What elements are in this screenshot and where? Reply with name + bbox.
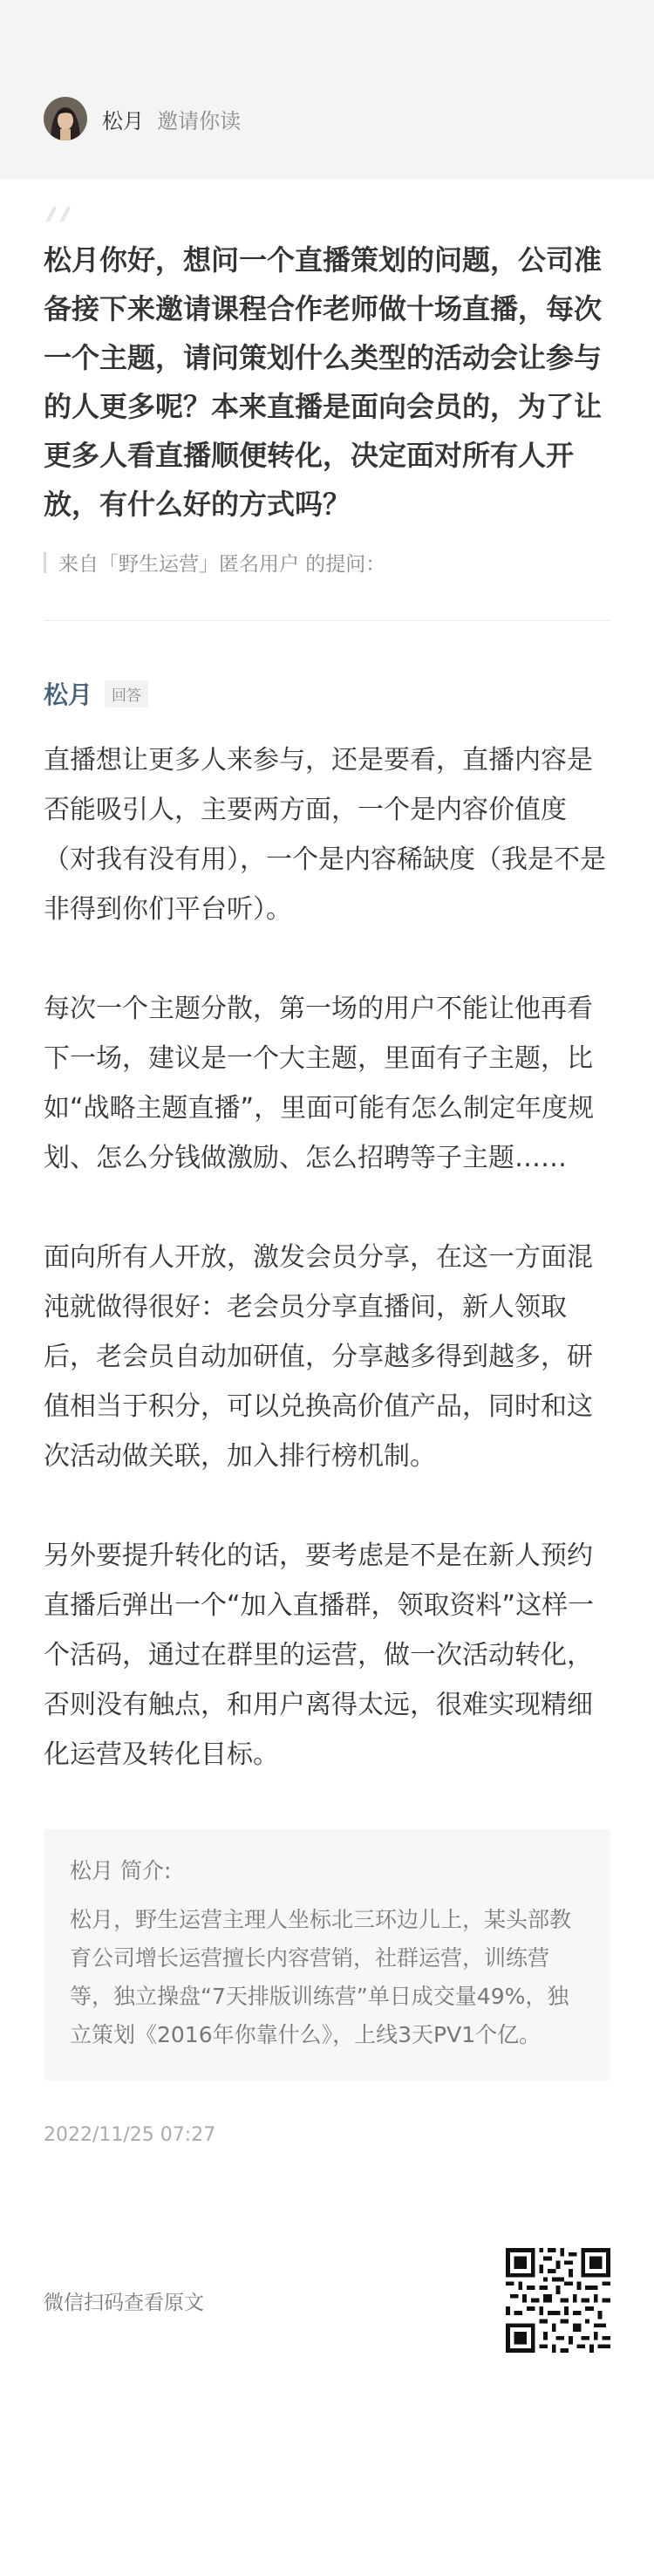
answer-body <box>44 735 610 1780</box>
question-source-text: 来自「野生运营」匿名用户 的提问： <box>58 553 386 576</box>
invite-header <box>0 0 654 179</box>
answer-paragraph: 每次一个主题分散，第一场的用户不能让他再看下一场，建议是一个大主题，里面有子主题，比如“战略主题直播”，里面可能有怎么制定年度规划、怎么分钱做激励、怎么招聘等子主题…… <box>44 994 595 1173</box>
answer-paragraph: 直播想让更多人来参与，还是要看，直播内容是否能吸引人，主要两方面，一个是内容价值度（对我有没有用），一个是内容稀缺度（我是不是非得到你们平台听）。 <box>44 745 606 925</box>
footer <box>44 2248 610 2353</box>
question-title: 松月你好，想问一个直播策划的问题，公司准备接下来邀请课程合作老师做十场直播，每次一个主题，请问策划什么类型的活动会让参与的人更多呢？本来直播是面向会员的，为了让更多人看直播顺便转化，决定面对所有人开放，有什么好的方式吗？ <box>44 243 603 521</box>
qr-code-icon[interactable] <box>506 2248 610 2353</box>
answer-paragraph: 另外要提升转化的话，要考虑是不是在新人预约直播后弹出一个“加入直播群，领取资料”这样一个活码，通过在群里的运营，做一次活动转化，否则没有触点，和用户离得太远，很难实现精细化运营及转化目标。 <box>44 1541 595 1770</box>
quote-icon <box>44 201 610 225</box>
author-intro-text: 松月，野生运营主理人坐标北三环边儿上，某头部教育公司增长运营擅长内容营销，社群运营，训练营等，独立操盘“7天排版训练营”单日成交量49%，独立策划《2016年你靠什么》，上线3天PV1个亿。 <box>70 1907 572 2047</box>
article-content <box>0 201 654 2353</box>
scan-hint-text: 微信扫码查看原文 <box>44 2291 204 2314</box>
author-intro-title: 松月 简介: <box>70 1858 172 1883</box>
answer-paragraph: 面向所有人开放，激发会员分享，在这一方面混沌就做得很好：老会员分享直播间，新人领取后，老会员自动加研值，分享越多得到越多，研值相当于积分，可以兑换高价值产品，同时和这次活动做关联，加入排行榜机制。 <box>44 1242 593 1472</box>
answer-header <box>44 676 610 711</box>
section-divider <box>44 620 610 621</box>
answerer-name: 松月 <box>44 680 93 709</box>
inviter-name: 松月 <box>102 108 144 133</box>
answer-tag: 回答 <box>105 680 148 707</box>
source-divider-bar <box>44 552 46 573</box>
post-timestamp: 2022/11/25 07:27 <box>44 2124 216 2146</box>
avatar <box>44 97 87 140</box>
inviter-info <box>44 97 241 140</box>
author-intro-box <box>44 1829 610 2081</box>
inviter-action-text: 邀请你读 <box>157 108 242 133</box>
question-source <box>44 548 610 577</box>
